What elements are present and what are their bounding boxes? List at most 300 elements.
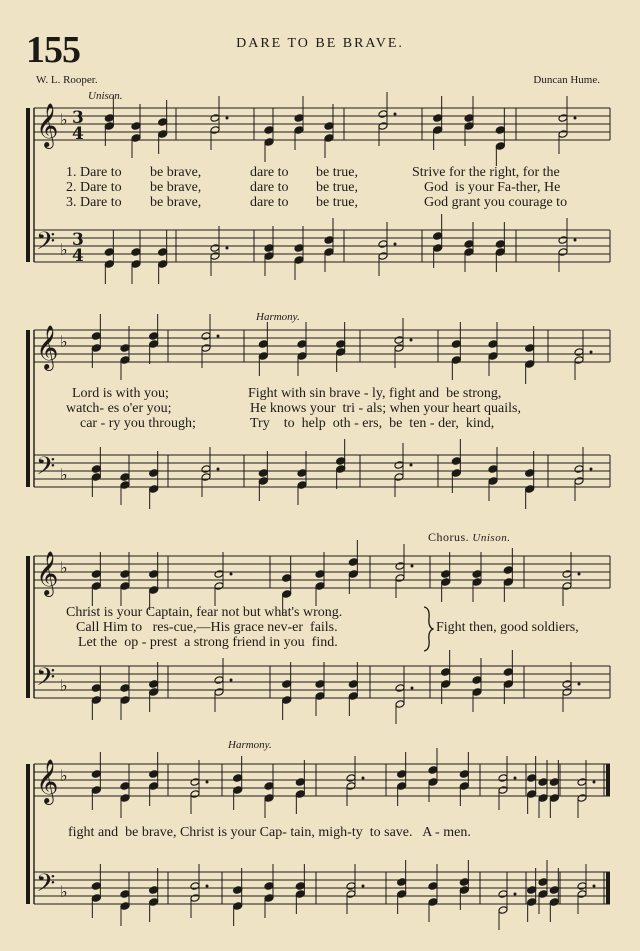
note-head	[324, 248, 334, 257]
augmentation-dot	[593, 781, 596, 784]
treble-clef: 𝄞	[36, 103, 59, 147]
note-head	[498, 906, 508, 915]
note-head	[538, 878, 548, 887]
lyric-fragment: 3. Dare to	[66, 195, 122, 210]
note-head	[149, 570, 159, 579]
note-head	[464, 114, 474, 123]
note-head	[91, 770, 101, 779]
note-head	[201, 465, 211, 474]
note-head	[158, 118, 168, 127]
note-head	[214, 582, 224, 591]
note-head	[131, 260, 141, 269]
note-head	[91, 582, 101, 591]
note-head	[394, 461, 404, 470]
note-head	[459, 782, 469, 791]
note-head	[346, 882, 356, 891]
note-head	[574, 356, 584, 365]
note-head	[201, 332, 211, 341]
note-head	[295, 778, 305, 787]
note-head	[503, 668, 513, 677]
note-head	[91, 473, 101, 482]
augmentation-dot	[410, 464, 413, 467]
note-head	[91, 570, 101, 579]
note-head	[348, 692, 358, 701]
note-head	[488, 340, 498, 349]
note-head	[433, 244, 443, 253]
note-head	[538, 778, 548, 787]
note-head	[577, 882, 587, 891]
note-head	[503, 566, 513, 575]
note-head	[282, 680, 292, 689]
augmentation-dot	[226, 247, 229, 250]
flat-sign: ♭	[60, 332, 68, 351]
note-head	[525, 469, 535, 478]
note-head	[91, 882, 101, 891]
augmentation-dot	[590, 468, 593, 471]
note-head	[149, 688, 159, 697]
chorus-word: Chorus.	[428, 530, 470, 544]
note-head	[120, 902, 130, 911]
note-head	[233, 886, 243, 895]
lyric-fragment: Fight with sin brave - ly, fight and be strong,	[248, 386, 502, 401]
note-head	[282, 574, 292, 583]
note-head	[441, 668, 451, 677]
note-head	[324, 236, 334, 245]
augmentation-dot	[411, 565, 414, 568]
system3-verse3: Let the op - prest a strong friend in you find.	[78, 635, 338, 650]
note-head	[149, 886, 159, 895]
note-head	[120, 473, 130, 482]
note-head	[210, 114, 220, 123]
note-head	[315, 570, 325, 579]
flat-sign: ♭	[60, 110, 68, 129]
note-head	[210, 244, 220, 253]
note-head	[295, 790, 305, 799]
note-head	[104, 114, 114, 123]
note-head	[233, 774, 243, 783]
note-head	[549, 794, 559, 803]
note-head	[525, 344, 535, 353]
note-head	[233, 786, 243, 795]
note-head	[149, 586, 159, 595]
note-head	[91, 684, 101, 693]
note-head	[210, 126, 220, 135]
note-head	[258, 352, 268, 361]
augmentation-dot	[362, 777, 365, 780]
note-head	[294, 244, 304, 253]
augmentation-dot	[217, 335, 220, 338]
final-barline	[606, 764, 610, 796]
note-head	[394, 344, 404, 353]
words-credit: W. L. Rooper.	[36, 74, 98, 86]
augmentation-dot	[578, 683, 581, 686]
augmentation-dot	[411, 687, 414, 690]
note-head	[264, 252, 274, 261]
note-head	[503, 578, 513, 587]
note-head	[459, 770, 469, 779]
note-head	[315, 680, 325, 689]
note-head	[149, 332, 159, 341]
note-head	[346, 774, 356, 783]
note-head	[297, 469, 307, 478]
chorus-unison-direction: Unison.	[472, 532, 511, 544]
unison-direction: Unison.	[88, 90, 123, 102]
note-head	[451, 469, 461, 478]
note-head	[336, 465, 346, 474]
system3-verse2: Call Him to res-cue,—His grace nev-er fails.	[76, 620, 338, 635]
note-head	[324, 134, 334, 143]
lyric-fragment: Lord is with you;	[72, 386, 169, 401]
flat-sign: ♭	[60, 558, 68, 577]
note-head	[378, 110, 388, 119]
note-head	[346, 890, 356, 899]
note-head	[295, 882, 305, 891]
note-head	[336, 457, 346, 466]
system2-verse2	[0, 401, 640, 417]
augmentation-dot	[514, 777, 517, 780]
treble-clef: 𝄞	[36, 551, 59, 595]
augmentation-dot	[394, 243, 397, 246]
lyric-fragment: God grant you courage to	[424, 195, 568, 210]
note-head	[214, 688, 224, 697]
lyric-fragment: watch- es o'er you;	[66, 401, 172, 416]
note-head	[324, 122, 334, 131]
flat-sign: ♭	[60, 465, 68, 484]
note-head	[158, 130, 168, 139]
note-head	[464, 122, 474, 131]
note-head	[190, 790, 200, 799]
augmentation-dot	[410, 339, 413, 342]
note-head	[120, 782, 130, 791]
note-head	[574, 477, 584, 486]
note-head	[295, 890, 305, 899]
note-head	[91, 696, 101, 705]
note-head	[574, 348, 584, 357]
note-head	[120, 696, 130, 705]
treble-clef: 𝄞	[36, 325, 59, 369]
note-head	[464, 240, 474, 249]
note-head	[562, 680, 572, 689]
note-head	[488, 477, 498, 486]
note-head	[120, 356, 130, 365]
bass-clef: 𝄢	[36, 663, 56, 698]
note-head	[397, 878, 407, 887]
note-head	[297, 352, 307, 361]
note-head	[577, 778, 587, 787]
lyric-fragment: be true,	[316, 195, 358, 210]
system2-verse3	[0, 416, 640, 432]
note-head	[282, 696, 292, 705]
system1-verse1	[0, 165, 640, 181]
note-head	[201, 473, 211, 482]
note-head	[503, 680, 513, 689]
note-head	[562, 570, 572, 579]
lyric-fragment: be brave,	[150, 195, 202, 210]
system1-verse3	[0, 195, 640, 211]
note-head	[472, 578, 482, 587]
note-head	[315, 692, 325, 701]
note-head	[131, 134, 141, 143]
note-head	[549, 886, 559, 895]
note-head	[149, 469, 159, 478]
note-head	[498, 774, 508, 783]
lyric-fragment: car - ry you through;	[80, 416, 196, 431]
note-head	[459, 886, 469, 895]
note-head	[394, 336, 404, 345]
note-head	[378, 122, 388, 131]
lyric-fragment: be true,	[316, 165, 358, 180]
augmentation-dot	[394, 113, 397, 116]
augmentation-dot	[574, 239, 577, 242]
harmony-direction-1: Harmony.	[256, 311, 300, 323]
note-head	[378, 252, 388, 261]
lyric-fragment: Strive for the right, for the	[412, 165, 560, 180]
note-head	[562, 688, 572, 697]
note-head	[378, 240, 388, 249]
note-head	[201, 344, 211, 353]
note-head	[120, 570, 130, 579]
note-head	[297, 340, 307, 349]
note-head	[527, 898, 537, 907]
lyric-brace	[422, 606, 434, 653]
music-credit: Duncan Hume.	[533, 74, 600, 86]
augmentation-dot	[593, 885, 596, 888]
note-head	[395, 574, 405, 583]
note-head	[214, 676, 224, 685]
note-head	[91, 465, 101, 474]
augmentation-dot	[217, 468, 220, 471]
note-head	[472, 676, 482, 685]
note-head	[433, 126, 443, 135]
note-head	[488, 352, 498, 361]
note-head	[158, 248, 168, 257]
augmentation-dot	[226, 117, 229, 120]
note-head	[158, 260, 168, 269]
note-head	[495, 126, 505, 135]
note-head	[495, 248, 505, 257]
note-head	[397, 770, 407, 779]
note-head	[149, 898, 159, 907]
note-head	[294, 114, 304, 123]
note-head	[397, 890, 407, 899]
flat-sign: ♭	[60, 676, 68, 695]
note-head	[451, 457, 461, 466]
lyric-fragment: dare to	[250, 180, 289, 195]
time-signature: 4	[72, 124, 84, 144]
harmony-direction-2: Harmony.	[228, 739, 272, 751]
note-head	[498, 890, 508, 899]
note-head	[258, 477, 268, 486]
note-head	[190, 778, 200, 787]
system1-verse2	[0, 180, 640, 196]
augmentation-dot	[362, 885, 365, 888]
note-head	[264, 782, 274, 791]
augmentation-dot	[230, 679, 233, 682]
note-head	[472, 688, 482, 697]
augmentation-dot	[230, 573, 233, 576]
note-head	[433, 232, 443, 241]
note-head	[104, 260, 114, 269]
time-signature: 4	[72, 246, 84, 266]
note-head	[397, 782, 407, 791]
note-head	[190, 894, 200, 903]
note-head	[120, 684, 130, 693]
note-head	[577, 890, 587, 899]
note-head	[441, 570, 451, 579]
note-head	[264, 894, 274, 903]
augmentation-dot	[578, 573, 581, 576]
flat-sign: ♭	[60, 766, 68, 785]
time-signature: 3	[72, 108, 84, 128]
note-head	[558, 236, 568, 245]
lyric-fragment: dare to	[250, 165, 289, 180]
chorus-first-line: Fight then, good soldiers,	[436, 620, 579, 635]
lyric-fragment: be brave,	[150, 180, 202, 195]
note-head	[131, 122, 141, 131]
lyric-fragment: 1. Dare to	[66, 165, 122, 180]
note-head	[120, 582, 130, 591]
flat-sign: ♭	[60, 882, 68, 901]
note-head	[433, 114, 443, 123]
flat-sign: ♭	[60, 240, 68, 259]
treble-clef: 𝄞	[36, 759, 59, 803]
note-head	[264, 126, 274, 135]
lyric-fragment: dare to	[250, 195, 289, 210]
note-head	[577, 794, 587, 803]
note-head	[348, 680, 358, 689]
note-head	[104, 248, 114, 257]
note-head	[428, 778, 438, 787]
note-head	[149, 340, 159, 349]
note-head	[464, 248, 474, 257]
note-head	[538, 890, 548, 899]
note-head	[428, 766, 438, 775]
note-head	[336, 340, 346, 349]
final-barline	[606, 872, 610, 904]
note-head	[120, 794, 130, 803]
bass-clef: 𝄢	[36, 227, 56, 262]
augmentation-dot	[590, 351, 593, 354]
lyric-fragment: be brave,	[150, 165, 202, 180]
note-head	[558, 114, 568, 123]
note-head	[472, 570, 482, 579]
note-head	[233, 902, 243, 911]
note-head	[149, 485, 159, 494]
note-head	[527, 886, 537, 895]
system2-verse1	[0, 386, 640, 402]
note-head	[495, 240, 505, 249]
note-head	[395, 700, 405, 709]
note-head	[525, 360, 535, 369]
augmentation-dot	[514, 893, 517, 896]
bass-clef: 𝄢	[36, 452, 56, 487]
system-brace-bar	[26, 764, 30, 904]
note-head	[258, 340, 268, 349]
note-head	[549, 898, 559, 907]
note-head	[91, 894, 101, 903]
time-signature: 3	[72, 230, 84, 250]
note-head	[527, 790, 537, 799]
note-head	[441, 578, 451, 587]
note-head	[574, 465, 584, 474]
note-head	[538, 794, 548, 803]
note-head	[527, 774, 537, 783]
note-head	[264, 794, 274, 803]
note-head	[348, 570, 358, 579]
lyric-fragment: Try to help oth - ers, be ten - der, kind,	[250, 416, 495, 431]
note-head	[120, 890, 130, 899]
lyric-fragment: 2. Dare to	[66, 180, 122, 195]
note-head	[394, 473, 404, 482]
note-head	[488, 465, 498, 474]
note-head	[91, 344, 101, 353]
note-head	[149, 782, 159, 791]
note-head	[562, 582, 572, 591]
note-head	[549, 778, 559, 787]
note-head	[149, 680, 159, 689]
note-head	[264, 244, 274, 253]
note-head	[104, 122, 114, 131]
note-head	[120, 344, 130, 353]
note-head	[395, 562, 405, 571]
note-head	[190, 882, 200, 891]
lyric-fragment: God is your Fa-ther, He	[424, 180, 561, 195]
note-head	[451, 356, 461, 365]
note-head	[149, 770, 159, 779]
note-head	[282, 590, 292, 599]
augmentation-dot	[206, 885, 209, 888]
augmentation-dot	[574, 117, 577, 120]
lyric-fragment: He knows your tri - als; when your heart quails,	[250, 401, 521, 416]
hymn-number: 155	[26, 29, 80, 71]
note-head	[348, 558, 358, 567]
note-head	[264, 138, 274, 147]
hymn-title: DARE TO BE BRAVE.	[236, 36, 404, 51]
system-brace-bar	[26, 556, 30, 698]
note-head	[131, 248, 141, 257]
bass-clef: 𝄢	[36, 869, 56, 904]
note-head	[91, 786, 101, 795]
note-head	[558, 248, 568, 257]
note-head	[294, 256, 304, 265]
note-head	[525, 485, 535, 494]
note-head	[315, 582, 325, 591]
system3-verse1: Christ is your Captain, fear not but what's wrong.	[66, 605, 343, 620]
note-head	[451, 340, 461, 349]
note-head	[558, 130, 568, 139]
note-head	[395, 684, 405, 693]
augmentation-dot	[206, 781, 209, 784]
note-head	[214, 570, 224, 579]
note-head	[294, 126, 304, 135]
note-head	[264, 882, 274, 891]
note-head	[258, 469, 268, 478]
note-head	[498, 786, 508, 795]
lyric-fragment: be true,	[316, 180, 358, 195]
note-head	[428, 882, 438, 891]
note-head	[495, 142, 505, 151]
note-head	[91, 332, 101, 341]
note-head	[441, 680, 451, 689]
note-head	[336, 348, 346, 357]
system4-lyrics: fight and be brave, Christ is your Cap- tain, migh-ty to save. A - men.	[68, 825, 471, 840]
note-head	[459, 878, 469, 887]
note-head	[346, 782, 356, 791]
note-head	[120, 481, 130, 490]
note-head	[210, 252, 220, 261]
note-head	[428, 898, 438, 907]
note-head	[297, 481, 307, 490]
